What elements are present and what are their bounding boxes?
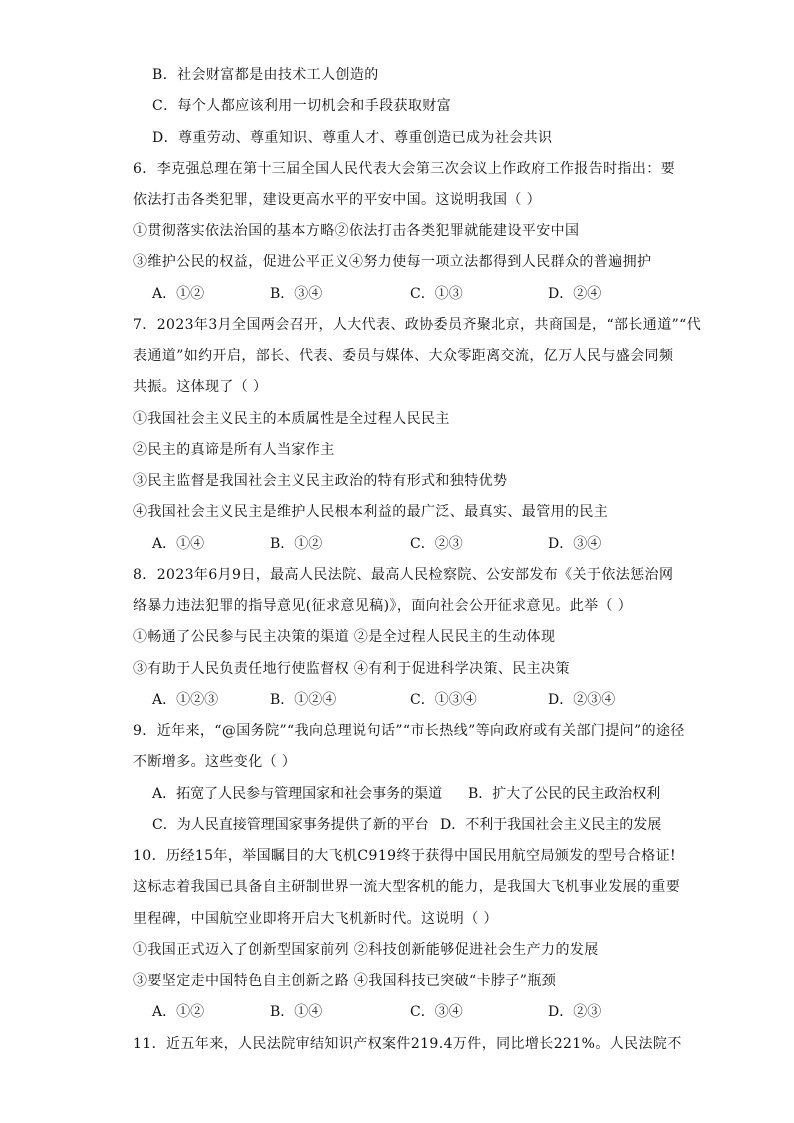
- q8-item-line-2: ③有助于人民负责任地行使监督权 ④有利于促进科学决策、民主决策: [133, 661, 570, 677]
- q6-option-a[interactable]: A．①②: [152, 286, 205, 302]
- q8-option-d[interactable]: D．②③④: [548, 692, 616, 708]
- q6-stem-line-1: 6．李克强总理在第十三届全国人民代表大会第三次会议上作政府工作报告时指出：要: [133, 161, 676, 177]
- q7-option-c[interactable]: C．②③: [410, 536, 463, 552]
- q7-option-b[interactable]: B．①②: [270, 536, 323, 552]
- q8-option-b[interactable]: B．①②④: [270, 692, 337, 708]
- q6-item-line-1: ①贯彻落实依法治国的基本方略②依法打击各类犯罪就能建设平安中国: [133, 223, 580, 239]
- q6-option-d[interactable]: D．②④: [548, 286, 602, 302]
- q5-option-b: B．社会财富都是由技术工人创造的: [152, 67, 379, 83]
- q8-stem-line-2: 络暴力违法犯罪的指导意见(征求意见稿)》，面向社会公开征求意见。此举（ ）: [133, 598, 633, 614]
- q11-stem-line-1: 11．近五年来，人民法院审结知识产权案件219.4万件，同比增长221%。人民法院不: [133, 1036, 682, 1052]
- q9-option-c[interactable]: C．为人民直接管理国家事务提供了新的平台: [152, 817, 429, 833]
- q7-item-2: ②民主的真谛是所有人当家作主: [133, 442, 335, 458]
- q6-option-b[interactable]: B．③④: [270, 286, 323, 302]
- q10-item-line-1: ①我国正式迈入了创新型国家前列 ②科技创新能够促进社会生产力的发展: [133, 942, 599, 958]
- q8-item-line-1: ①畅通了公民参与民主决策的渠道 ②是全过程人民民主的生动体现: [133, 629, 556, 645]
- q8-stem-line-1: 8．2023年6月9日，最高人民法院、最高人民检察院、公安部发布《关于依法惩治网: [133, 567, 674, 583]
- q10-stem-line-1: 10．历经15年，举国瞩目的大飞机C919终于获得中国民用航空局颁发的型号合格证!: [133, 848, 677, 864]
- q9-option-b[interactable]: B．扩大了公民的民主政治权利: [468, 786, 661, 802]
- q6-option-c[interactable]: C．①③: [410, 286, 463, 302]
- q7-item-4: ④我国社会主义民主是维护人民根本利益的最广泛、最真实、最管用的民主: [133, 504, 609, 520]
- q10-item-line-2: ③要坚定走中国特色自主创新之路 ④我国科技已突破“卡脖子”瓶颈: [133, 973, 557, 989]
- q9-stem-line-1: 9．近年来，“@国务院”“我向总理说句话”“市长热线”等向政府或有关部门提问”的途径: [133, 723, 685, 739]
- q10-stem-line-3: 里程碑，中国航空业即将开启大飞机新时代。这说明（ ）: [133, 911, 498, 927]
- q7-option-a[interactable]: A．①④: [152, 536, 205, 552]
- q6-item-line-2: ③维护公民的权益，促进公平正义④努力使每一项立法都得到人民群众的普遍拥护: [133, 254, 652, 270]
- q9-option-d[interactable]: D．不利于我国社会主义民主的发展: [440, 817, 662, 833]
- q7-option-d[interactable]: D．③④: [548, 536, 602, 552]
- q7-item-1: ①我国社会主义民主的本质属性是全过程人民民主: [133, 411, 450, 427]
- q10-option-b[interactable]: B．①④: [270, 1004, 323, 1020]
- q7-stem-line-3: 共振。这体现了（ ）: [133, 379, 268, 395]
- q5-option-c: C．每个人都应该利用一切机会和手段获取财富: [152, 98, 452, 114]
- q6-stem-line-2: 依法打击各类犯罪，建设更高水平的平安中国。这说明我国（ ）: [133, 192, 542, 208]
- q8-option-c[interactable]: C．①③④: [410, 692, 477, 708]
- q7-stem-line-1: 7．2023年3月全国两会召开，人大代表、政协委员齐聚北京，共商国是，“部长通道”“代: [133, 317, 702, 333]
- q5-option-d: D．尊重劳动、尊重知识、尊重人才、尊重创造已成为社会共识: [152, 130, 553, 146]
- q10-stem-line-2: 这标志着我国已具备自主研制世界一流大型客机的能力，是我国大飞机事业发展的重要: [133, 879, 681, 895]
- q9-option-a[interactable]: A．拓宽了人民参与管理国家和社会事务的渠道: [152, 786, 443, 802]
- q10-option-c[interactable]: C．③④: [410, 1004, 463, 1020]
- q10-option-d[interactable]: D．②③: [548, 1004, 602, 1020]
- q8-option-a[interactable]: A．①②③: [152, 692, 219, 708]
- q10-option-a[interactable]: A．①②: [152, 1004, 205, 1020]
- q7-item-3: ③民主监督是我国社会主义民主政治的特有形式和独特优势: [133, 473, 508, 489]
- q7-stem-line-2: 表通道”如约开启，部长、代表、委员与媒体、大众零距离交流，亿万人民与盛会同频: [133, 348, 674, 364]
- q9-stem-line-2: 不断增多。这些变化（ ）: [133, 754, 297, 770]
